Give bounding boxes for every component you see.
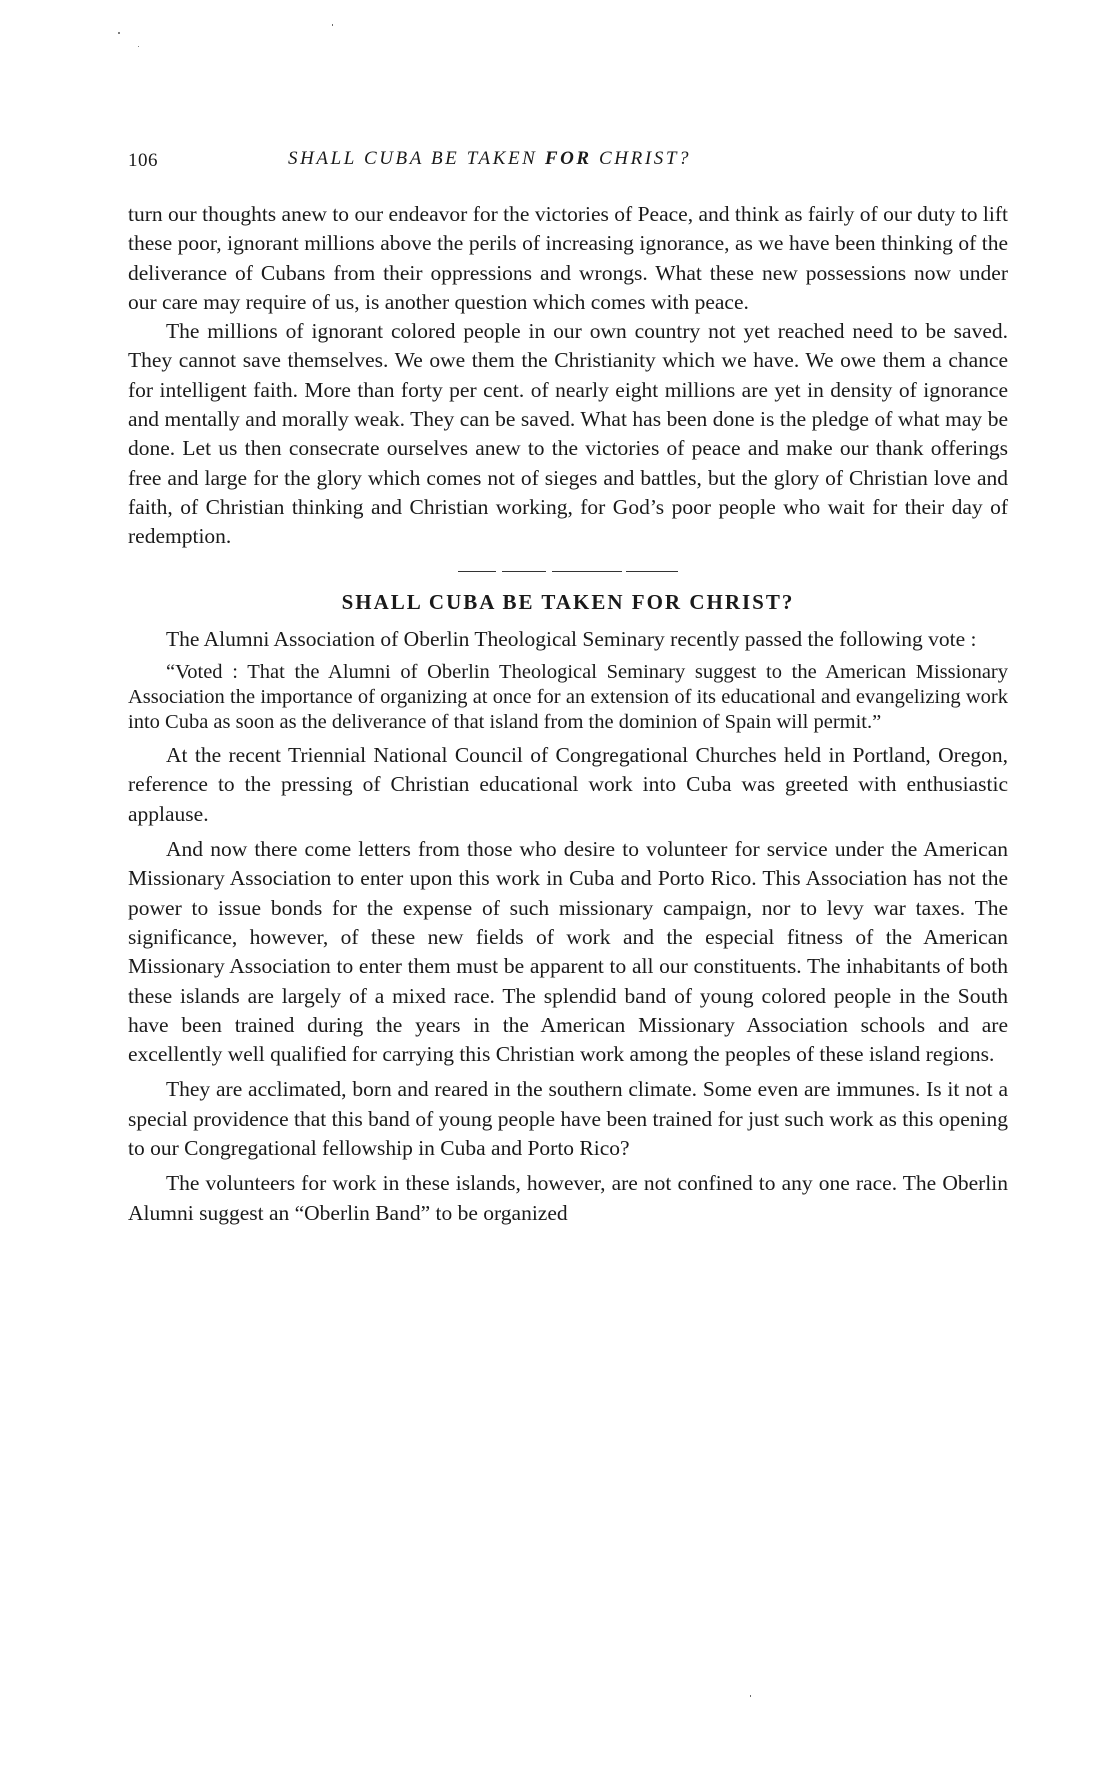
body-text [128, 200, 1008, 1228]
scan-speck [138, 46, 139, 47]
paragraph: The millions of ignorant colored people in our own country not yet reached need to be saved. They cannot save themselves. We owe them the Christianity which we have. We owe them a chance for intelligent faith. More than forty per cent. of nearly eight millions are yet in density of ignorance and mentally and morally weak. They can be saved. What has been done is the pledge of what may be done. Let us then consecrate ourselves anew to the victories of peace and make our thank offerings free and large for the glory which comes not of sieges and battles, but the glory of Christian love and faith, of Christian thinking and Christian working, for God’s poor people who wait for their day of redemption. [128, 319, 1008, 549]
paragraph: turn our thoughts anew to our endeavor for the victories of Peace, and think as fairly of our duty to lift these poor, ignorant millions above the perils of increasing ignorance, as we have been thinking of the deliverance of Cubans from their oppressions and wrongs. What these new possessions now under our care may require of us, is another question which comes with peace. [128, 202, 1008, 314]
paragraph: The volunteers for work in these islands, however, are not confined to any one race. The Oberlin Alumni suggest an “Oberlin Band” to be organized [128, 1171, 1008, 1225]
divider-rule [552, 571, 622, 572]
article-heading: SHALL CUBA BE TAKEN FOR CHRIST? [341, 589, 795, 614]
running-header [128, 148, 1008, 178]
article-intro: The Alumni Association of Oberlin Theological Seminary recently passed the following vote : [166, 626, 977, 651]
scan-speck [118, 32, 120, 34]
running-title-bold-part: FOR [544, 148, 592, 169]
divider-rule [626, 571, 678, 572]
scan-speck [750, 1695, 751, 1697]
divider-rule [502, 571, 546, 572]
running-title-end: CHRIST? [591, 148, 692, 169]
paragraph: They are acclimated, born and reared in the southern climate. Some even are immunes. Is it not a special providence that this band of young people have been trained for just such work as this opening to our Congregational fellowship in Cuba and Porto Rico? [128, 1077, 1008, 1161]
vote-quote: “Voted : That the Alumni of Oberlin Theological Seminary suggest to the American Missionary Association the importance of organizing at once for an extension of its educational and evangelizing work into Cuba as soon as the deliverance of that island from the dominion of Spain will permit.” [128, 661, 1008, 734]
running-title [288, 148, 691, 170]
section-divider [458, 566, 678, 578]
page-number: 106 [128, 150, 158, 171]
running-title-part: SHALL CUBA BE TAKEN [288, 148, 545, 169]
divider-rule [458, 571, 496, 572]
paragraph: At the recent Triennial National Council of Congregational Churches held in Portland, Oregon, reference to the pressing of Christian educational work into Cuba was greeted with enthusiastic applause. [128, 743, 1008, 826]
paragraph: And now there come letters from those who desire to volunteer for service under the American Missionary Association to enter upon this work in Cuba and Porto Rico. This Association has not the power to issue bonds for the expense of such missionary campaign, nor to levy war taxes. The significance, however, of these new fields of work and the especial fitness of the American Missionary Association to enter them must be apparent to all our constituents. The inhabitants of both these islands are largely of a mixed race. The splendid band of young colored people in the South have been trained during the years in the American Missionary Association schools and are excellently well qualified for carrying this Christian work among the peoples of these island regions. [128, 837, 1008, 1067]
scan-speck [332, 24, 333, 26]
